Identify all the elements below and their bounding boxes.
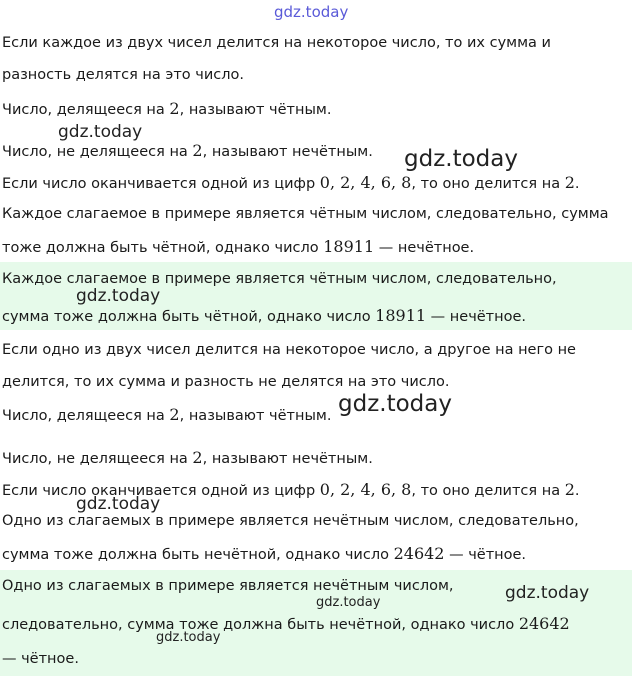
- answer-1-line-2: сумма тоже должна быть чётной, однако число 18911 — нечётное.: [2, 306, 527, 325]
- even-definition-2: Число, делящееся на 2, называют чётным.: [2, 405, 332, 424]
- watermark: gdz.today: [156, 630, 221, 645]
- watermark: gdz.today: [76, 494, 161, 514]
- explanation-1-line-2: тоже должна быть чётной, однако число 18911 — нечётное.: [2, 237, 475, 256]
- watermark: gdz.today: [505, 583, 590, 603]
- digits-rule-1: Если число оканчивается одной из цифр 0, 2, 4, 6, 8, то оно делится на 2.: [2, 173, 580, 192]
- explanation-2-line-2: сумма тоже должна быть нечётной, однако число 24642 — чётное.: [2, 544, 527, 563]
- odd-definition-2: Число, не делящееся на 2, называют нечётным.: [2, 448, 373, 467]
- answer-2-line-3: — чётное.: [2, 651, 79, 667]
- watermark: gdz.today: [58, 122, 143, 142]
- answer-2-line-2: следовательно, сумма тоже должна быть нечётной, однако число 24642: [2, 614, 570, 633]
- watermark: gdz.today: [404, 146, 518, 172]
- odd-definition-1: Число, не делящееся на 2, называют нечётным.: [2, 141, 373, 160]
- watermark: gdz.today: [316, 595, 381, 610]
- explanation-1-line-1: Каждое слагаемое в примере является чётным числом, следовательно, сумма: [2, 206, 609, 222]
- watermark: gdz.today: [338, 391, 452, 417]
- rule-1-line-1: Если каждое из двух чисел делится на некоторое число, то их сумма и: [2, 35, 551, 51]
- rule-2-line-1: Если одно из двух чисел делится на некоторое число, а другое на него не: [2, 342, 576, 358]
- watermark-logo: gdz.today: [274, 3, 349, 21]
- explanation-2-line-1: Одно из слагаемых в примере является нечётным числом, следовательно,: [2, 513, 579, 529]
- digits-rule-2: Если число оканчивается одной из цифр 0, 2, 4, 6, 8, то оно делится на 2.: [2, 480, 580, 499]
- watermark: gdz.today: [76, 286, 161, 306]
- rule-2-line-2: делится, то их сумма и разность не делятся на это число.: [2, 374, 450, 390]
- answer-1-line-1: Каждое слагаемое в примере является чётным числом, следовательно,: [2, 271, 557, 287]
- even-definition-1: Число, делящееся на 2, называют чётным.: [2, 99, 332, 118]
- rule-1-line-2: разность делятся на это число.: [2, 67, 244, 83]
- answer-2-line-1: Одно из слагаемых в примере является нечётным числом,: [2, 578, 454, 594]
